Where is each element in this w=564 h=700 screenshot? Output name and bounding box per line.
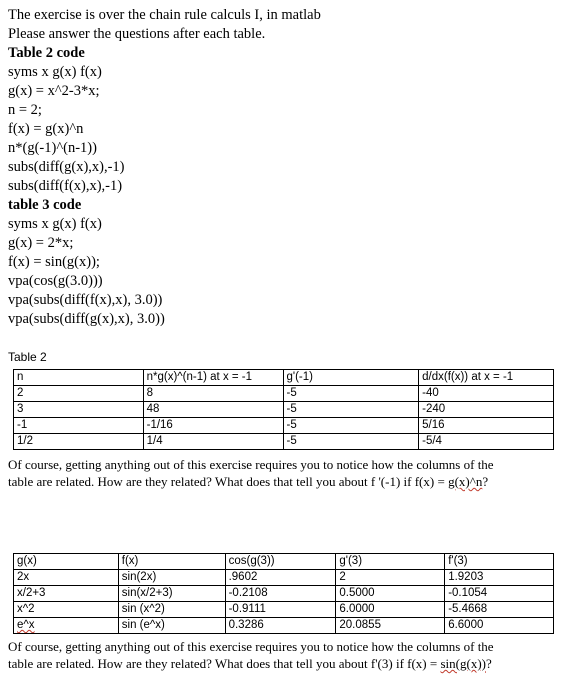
table-header-cell: g'(-1) bbox=[283, 370, 419, 386]
code-line: g(x) = 2*x; bbox=[8, 235, 74, 251]
table-cell: -5 bbox=[283, 402, 419, 418]
table-cell: -0.2108 bbox=[225, 586, 336, 602]
table-cell: -5.4668 bbox=[445, 602, 554, 618]
table-cell: x/2+3 bbox=[14, 586, 119, 602]
table-row bbox=[14, 602, 554, 618]
code-line: subs(diff(g(x),x),-1) bbox=[8, 159, 125, 175]
intro-line-1: The exercise is over the chain rule calculs I, in matlab bbox=[8, 7, 321, 23]
table2-question bbox=[8, 456, 558, 490]
table-header-cell: d/dx(f(x)) at x = -1 bbox=[419, 370, 554, 386]
table-cell: 0.3286 bbox=[225, 618, 336, 634]
table-cell: 2x bbox=[14, 570, 119, 586]
table-cell: 1/4 bbox=[143, 434, 283, 450]
table-cell bbox=[118, 618, 225, 634]
code-line: subs(diff(f(x),x),-1) bbox=[8, 178, 123, 194]
table-cell: -5 bbox=[283, 434, 419, 450]
table-cell: 20.0855 bbox=[336, 618, 445, 634]
table-cell: sin(2x) bbox=[118, 570, 225, 586]
table-header-row bbox=[14, 554, 554, 570]
table-cell: 1.9203 bbox=[445, 570, 554, 586]
table-cell: 0.5000 bbox=[336, 586, 445, 602]
table-cell: 6.0000 bbox=[336, 602, 445, 618]
table-cell: -0.9111 bbox=[225, 602, 336, 618]
question-text: table are related. How are they related? What does that tell you about f'(3) if f(x) = bbox=[8, 656, 441, 671]
table-cell: .9602 bbox=[225, 570, 336, 586]
table-header-cell: f(x) bbox=[118, 554, 225, 570]
table-row bbox=[14, 418, 554, 434]
table-row bbox=[14, 434, 554, 450]
question-line: Of course, getting anything out of this exercise requires you to notice how the columns of the bbox=[8, 639, 494, 654]
question-mark: ? bbox=[482, 474, 489, 489]
table2-caption: Table 2 bbox=[8, 350, 47, 364]
table-cell: 2 bbox=[14, 386, 144, 402]
formula-text: sin(g(x)) bbox=[440, 656, 486, 671]
table-cell: 5/16 bbox=[419, 418, 554, 434]
question-text: table are related. How are they related? What does that tell you about f '(-1) if f(x) = bbox=[8, 474, 449, 489]
table-row bbox=[14, 386, 554, 402]
code-line: g(x) = x^2-3*x; bbox=[8, 83, 100, 99]
table-header-cell: g'(3) bbox=[336, 554, 445, 570]
code-line: vpa(subs(diff(g(x),x), 3.0)) bbox=[8, 311, 165, 327]
table-cell: -5 bbox=[283, 386, 419, 402]
table2 bbox=[13, 369, 554, 450]
intro-line-2: Please answer the questions after each table. bbox=[8, 26, 266, 42]
table-row bbox=[14, 618, 554, 634]
table-cell: -0.1054 bbox=[445, 586, 554, 602]
table-cell: 48 bbox=[143, 402, 283, 418]
table-cell: sin(x/2+3) bbox=[118, 586, 225, 602]
table-cell: x^2 bbox=[14, 602, 119, 618]
table-cell: 6.6000 bbox=[445, 618, 554, 634]
table-header-cell: n bbox=[14, 370, 144, 386]
code-line: f(x) = sin(g(x)); bbox=[8, 254, 100, 270]
table-cell: -5/4 bbox=[419, 434, 554, 450]
table-header-cell: cos(g(3)) bbox=[225, 554, 336, 570]
code-line: syms x g(x) f(x) bbox=[8, 216, 102, 232]
table-cell: -240 bbox=[419, 402, 554, 418]
table-cell bbox=[14, 618, 119, 634]
table3 bbox=[13, 553, 554, 634]
code-line: f(x) = g(x)^n bbox=[8, 121, 84, 137]
table-cell: 3 bbox=[14, 402, 144, 418]
formula-text: g(x)^n bbox=[448, 474, 483, 489]
table-cell: 2 bbox=[336, 570, 445, 586]
table-cell: -1 bbox=[14, 418, 144, 434]
table-row bbox=[14, 570, 554, 586]
table-header-cell: n*g(x)^(n-1) at x = -1 bbox=[143, 370, 283, 386]
question-line: Of course, getting anything out of this exercise requires you to notice how the columns of the bbox=[8, 457, 494, 472]
question-line bbox=[8, 655, 558, 672]
table3-question bbox=[8, 638, 558, 672]
table3-code-heading: table 3 code bbox=[8, 197, 82, 213]
code-line: vpa(subs(diff(f(x),x), 3.0)) bbox=[8, 292, 163, 308]
code-line: n = 2; bbox=[8, 102, 42, 118]
table-cell: -1/16 bbox=[143, 418, 283, 434]
cell-text: sin (e^x) bbox=[121, 619, 165, 631]
table-header-cell: g(x) bbox=[14, 554, 119, 570]
code-line: vpa(cos(g(3.0))) bbox=[8, 273, 103, 289]
cell-text: e^x bbox=[17, 619, 35, 631]
table-row bbox=[14, 402, 554, 418]
table-cell: 8 bbox=[143, 386, 283, 402]
code-line: n*(g(-1)^(n-1)) bbox=[8, 140, 97, 156]
code-line: syms x g(x) f(x) bbox=[8, 64, 102, 80]
table-cell: 1/2 bbox=[14, 434, 144, 450]
table-cell: -5 bbox=[283, 418, 419, 434]
table-cell: sin (x^2) bbox=[118, 602, 225, 618]
table-header-cell: f'(3) bbox=[445, 554, 554, 570]
question-mark: ? bbox=[485, 656, 492, 671]
table-cell: -40 bbox=[419, 386, 554, 402]
question-line bbox=[8, 473, 558, 490]
table2-code-heading: Table 2 code bbox=[8, 45, 85, 61]
table-header-row bbox=[14, 370, 554, 386]
table-row bbox=[14, 586, 554, 602]
